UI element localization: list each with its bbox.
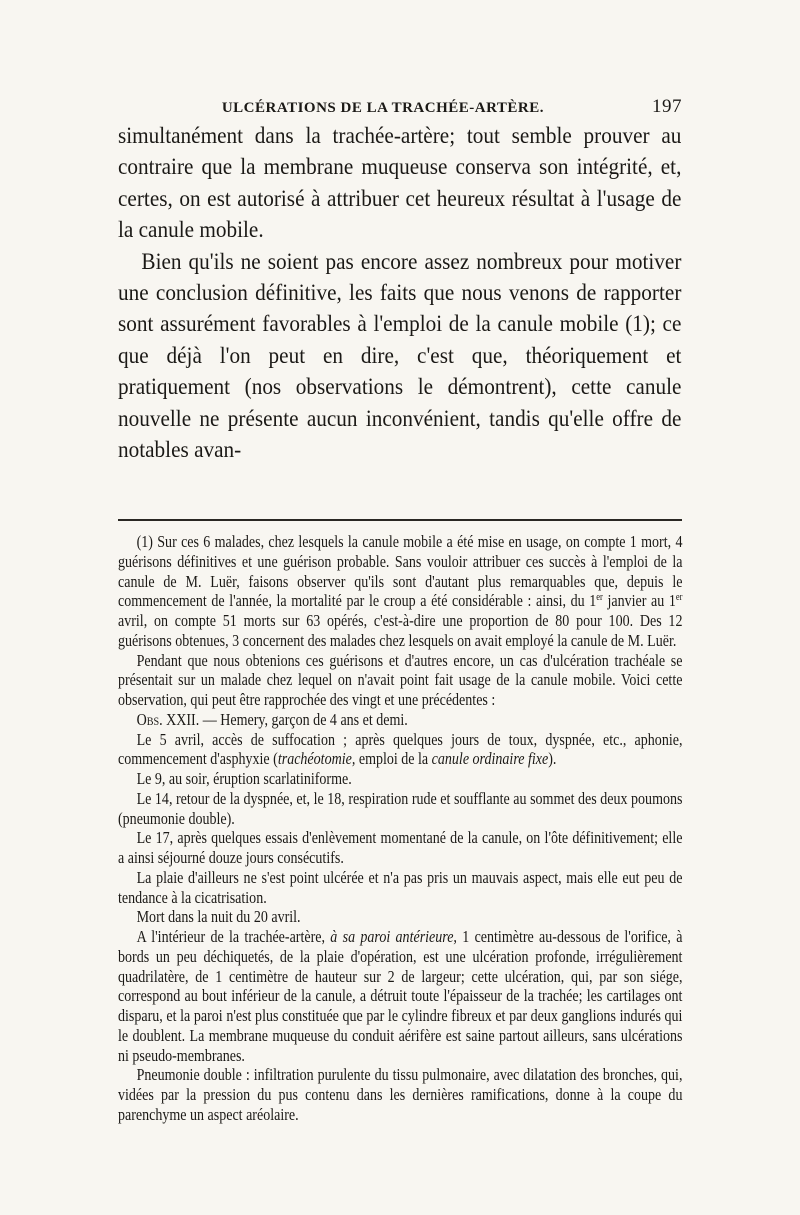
- main-text: [118, 121, 681, 466]
- book-page: [118, 96, 683, 1124]
- paragraph-1: simultanément dans la trachée-artère; tout semble prouver au contraire que la membrane muqueuse conserva son intégrité, et, certes, on est autorisé à attribuer cet heureux résultat à l'usage de la canule mobile.: [118, 123, 682, 244]
- page-number: 197: [652, 96, 682, 117]
- footnote-paragraph-10: Pneumonie double : infiltration purulente du tissu pulmonaire, avec dilatation des bronches, qui, vidées par la pression du pus contenu dans les dernières ramifications, donne à la coupe du parenchyme un aspect aréolaire.: [118, 1065, 683, 1124]
- footnote-block: [118, 532, 682, 1125]
- footnote-paragraph-7: La plaie d'ailleurs ne s'est point ulcérée et n'a pas pris un mauvais aspect, mais elle eut peu de tendance à la cicatrisation.: [118, 867, 683, 907]
- footnote-rule: [118, 519, 682, 521]
- footnote-paragraph-4: Le 9, au soir, éruption scarlatiniforme.: [136, 769, 352, 788]
- footnote-paragraph-5: Le 14, retour de la dyspnée, et, le 18, respiration rude et soufflante au sommet des deux poumons (pneumonie double).: [118, 788, 683, 828]
- observation-heading: Obs. XXII. — Hemery, garçon de 4 ans et demi.: [136, 709, 408, 729]
- footnote-1: (1) Sur ces 6 malades, chez lesquels la canule mobile a été mise en usage, on compte 1 mort, 4 guérisons définitives et une guérison probable. Sans vouloir attribuer ces succès à l'emploi de la canule de M. Luër, faisons observer qu'ils sont d'autant plus remarquables que, depuis le commencement de l'année, la mortalité par le croup a été considérable : ainsi, du 1er janvier au 1er avril, on compte 51 morts sur 63 opérés, c'est-à-dire une proportion de 80 pour 100. Des 12 guérisons obtenues, 3 concernent des malades chez lesquels on avait employé la canule de M. Luër.: [118, 532, 683, 650]
- footnote-paragraph-9: A l'intérieur de la trachée-artère, à sa paroi antérieure, 1 centimètre au-dessous de l'orifice, à bords un peu déchiquetés, de la plaie d'opération, est une ulcération profonde, irrégulièrement quadrilatère, de 1 centimètre de hauteur sur 2 de largeur; cette ulcération, qui, par son siége, correspond au bout inférieur de la canule, a détruit toute l'épaisseur de la trachée; les cartilages ont disparu, et la paroi n'est plus constituée que par le cylindre fibreux et par deux ganglions indurés qui le doublent. La membrane muqueuse du conduit aérifère est saine partout ailleurs, sans ulcérations ni pseudo-membranes.: [118, 927, 683, 1065]
- running-header: [118, 96, 682, 118]
- footnote-paragraph-2: Pendant que nous obtenions ces guérisons et d'autres encore, un cas d'ulcération trachéale se présentait sur un malade chez lequel on n'avait point fait usage de la canule mobile. Voici cette observation, qui peut être rapprochée des vingt et une précédentes :: [118, 650, 683, 709]
- observation-label: Obs. XXII.: [136, 709, 200, 729]
- footnote-paragraph-3: Le 5 avril, accès de suffocation ; après quelques jours de toux, dyspnée, etc., aphonie, commencement d'asphyxie (trachéotomie, emploi de la canule ordinaire fixe).: [118, 729, 683, 769]
- paragraph-2: Bien qu'ils ne soient pas encore assez nombreux pour motiver une conclusion définitive, les faits que nous venons de rapporter sont assurément favorables à l'emploi de la canule mobile (1); ce que déjà l'on peut en dire, c'est que, théoriquement et pratiquement (nos observations le démontrent), cette canule nouvelle ne présente aucun inconvénient, tandis qu'elle offre de notables avan-: [118, 248, 682, 464]
- footnote-paragraph-8: Mort dans la nuit du 20 avril.: [136, 907, 301, 927]
- footnote-paragraph-6: Le 17, après quelques essais d'enlèvement momentané de la canule, on l'ôte définitivement; elle a ainsi séjourné douze jours consécutifs.: [118, 828, 683, 867]
- running-title: ULCÉRATIONS DE LA TRACHÉE-ARTÈRE.: [221, 100, 544, 116]
